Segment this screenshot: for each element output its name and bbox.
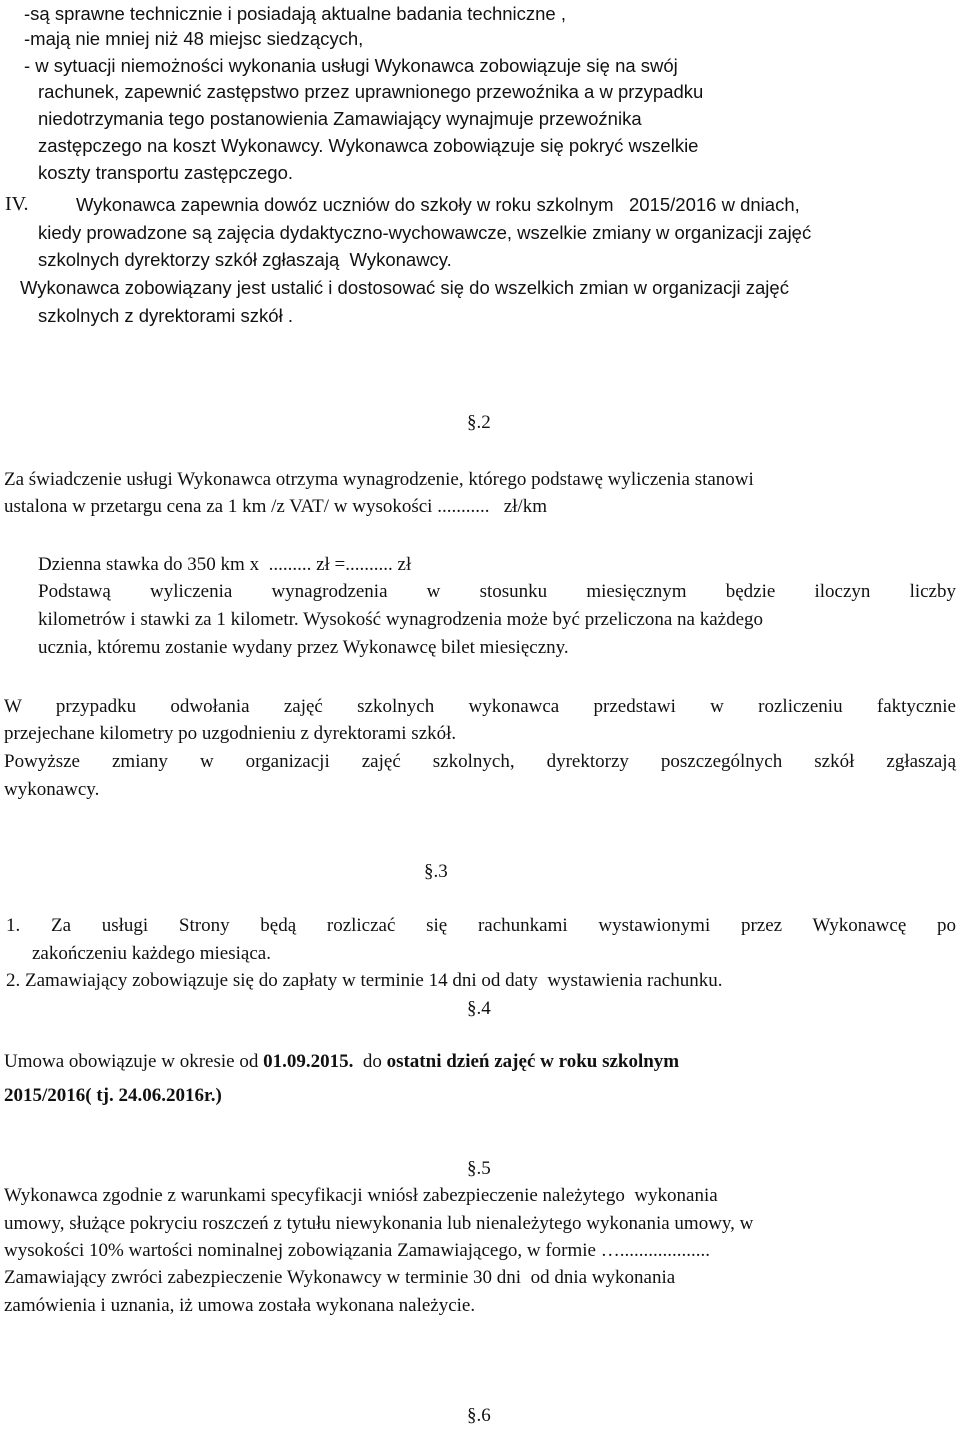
paragraph-line: Wykonawca zobowiązany jest ustalić i dostosować się do wszelkich zmian w organizacji zajęć	[20, 277, 789, 298]
section-heading: §.5	[467, 1158, 491, 1179]
list-line: -mają nie mniej niż 48 miejsc siedzących,	[24, 28, 364, 49]
paragraph-line: szkolnych dyrektorzy szkół zgłaszają Wykonawcy.	[38, 249, 452, 270]
list-line: zastępczego na koszt Wykonawcy. Wykonawca zobowiązuje się pokryć wszelkie	[38, 135, 699, 156]
end-date-text: ostatni dzień zajęć w roku szkolnym	[386, 1051, 680, 1072]
contract-period	[4, 1048, 679, 1075]
section-heading: §.3	[424, 861, 448, 882]
start-date: 01.09.2015.	[263, 1051, 354, 1072]
paragraph-line: Wykonawca zgodnie z warunkami specyfikacji wniósł zabezpieczenie należytego wykonania	[4, 1185, 718, 1206]
paragraph-line: ucznia, któremu zostanie wydany przez Wykonawcę bilet miesięczny.	[38, 637, 569, 658]
paragraph-line: wykonawcy.	[4, 779, 100, 800]
paragraph-line: Za świadczenie usługi Wykonawca otrzyma wynagrodzenie, którego podstawę wyliczenia stanowi	[4, 469, 754, 490]
paragraph-line: Powyższe zmiany w organizacji zajęć szkolnych, dyrektorzy poszczególnych szkół zgłaszają	[4, 751, 956, 772]
contract-period-text: do	[353, 1051, 387, 1072]
paragraph-line: zamówienia i uznania, iż umowa została wykonana należycie.	[4, 1295, 476, 1316]
list-line: - w sytuacji niemożności wykonania usługi Wykonawca zobowiązuje się na swój	[24, 55, 678, 76]
list-line: rachunek, zapewnić zastępstwo przez uprawnionego przewoźnika a w przypadku	[38, 81, 704, 102]
rate-line: Dzienna stawka do 350 km x ......... zł =.......... zł	[38, 554, 412, 575]
paragraph-line: kilometrów i stawki za 1 kilometr. Wysokość wynagrodzenia może być przeliczona na każdego	[38, 609, 764, 630]
list-item: 1. Za usługi Strony będą rozliczać się rachunkami wystawionymi przez Wykonawcę po	[6, 915, 956, 936]
list-item: 2. Zamawiający zobowiązuje się do zapłaty w terminie 14 dni od daty wystawienia rachunku.	[6, 970, 723, 991]
list-line: niedotrzymania tego postanowienia Zamawiający wynajmuje przewoźnika	[38, 108, 642, 129]
paragraph-line: kiedy prowadzone są zajęcia dydaktyczno-wychowawcze, wszelkie zmiany w organizacji zajęć	[38, 222, 812, 243]
paragraph-line: umowy, służące pokryciu roszczeń z tytułu niewykonania lub nienależytego wykonania umowy, w	[4, 1213, 754, 1234]
section-numeral: IV.	[5, 193, 29, 215]
paragraph-line: Podstawą wyliczenia wynagrodzenia w stosunku miesięcznym będzie iloczyn liczby	[38, 581, 956, 602]
paragraph-line: Zamawiający zwróci zabezpieczenie Wykonawcy w terminie 30 dni od dnia wykonania	[4, 1267, 676, 1288]
section-heading: §.4	[467, 998, 491, 1019]
end-date: 2015/2016( tj. 24.06.2016r.)	[4, 1085, 222, 1106]
list-line: koszty transportu zastępczego.	[38, 162, 294, 183]
list-item: zakończeniu każdego miesiąca.	[32, 943, 271, 964]
contract-end-date	[4, 1082, 222, 1109]
list-line: -są sprawne technicznie i posiadają aktualne badania techniczne ,	[24, 3, 566, 24]
paragraph-line: W przypadku odwołania zajęć szkolnych wykonawca przedstawi w rozliczeniu faktycznie	[4, 696, 956, 717]
section-heading: §.2	[467, 412, 491, 433]
paragraph-line: wysokości 10% wartości nominalnej zobowiązania Zamawiającego, w formie …...................	[4, 1240, 710, 1261]
paragraph-line: przejechane kilometry po uzgodnieniu z dyrektorami szkół.	[4, 723, 457, 744]
contract-period-text: Umowa obowiązuje w okresie od	[4, 1051, 264, 1072]
paragraph-line: szkolnych z dyrektorami szkół .	[38, 305, 293, 326]
paragraph-line: ustalona w przetargu cena za 1 km /z VAT/ w wysokości ........... zł/km	[4, 496, 547, 517]
paragraph-line: Wykonawca zapewnia dowóz uczniów do szkoły w roku szkolnym 2015/2016 w dniach,	[76, 194, 800, 215]
section-heading: §.6	[467, 1405, 491, 1426]
